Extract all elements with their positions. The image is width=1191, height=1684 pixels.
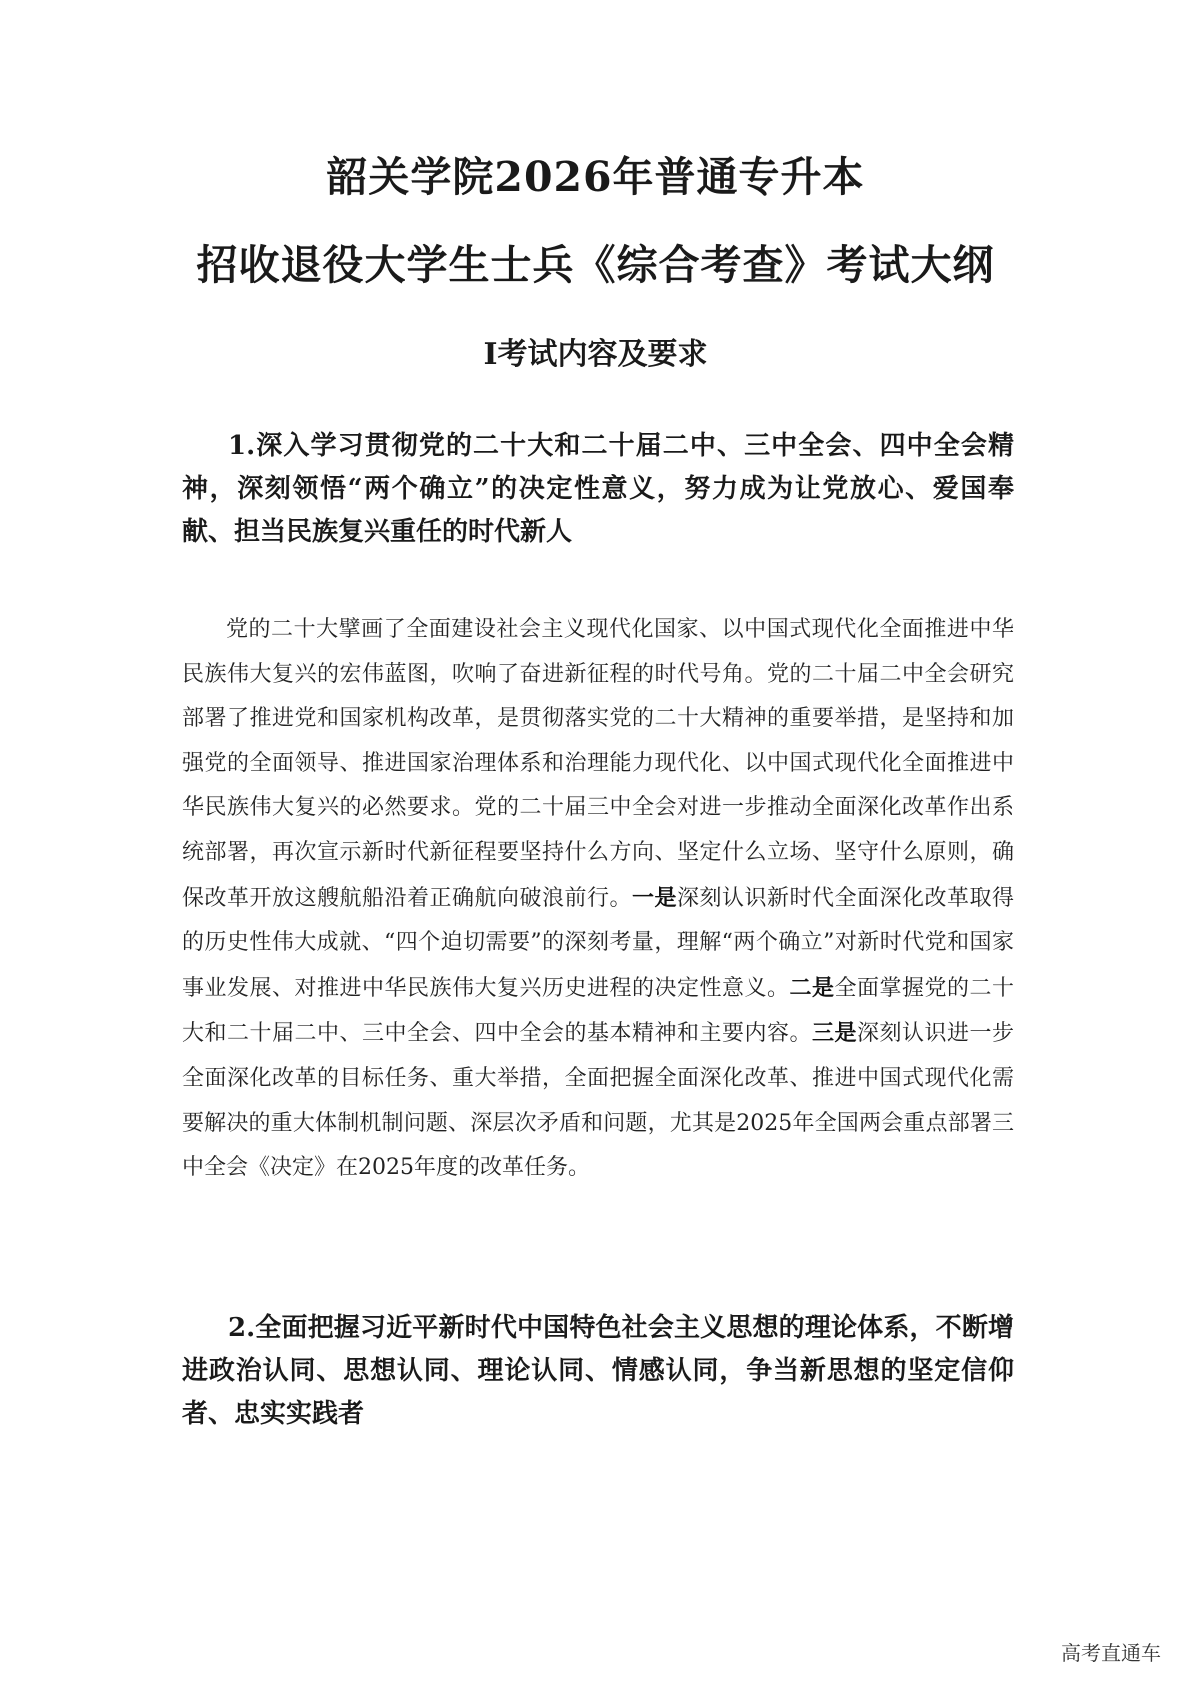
watermark: 高考直通车 [1061, 1641, 1161, 1665]
item-1-body [182, 608, 1014, 1191]
item-2-heading: 2.全面把握习近平新时代中国特色社会主义思想的理论体系，不断增进政治认同、思想认同、理论认同、情感认同，争当新思想的坚定信仰者、忠实实践者 [182, 1313, 1014, 1429]
document-title-line-1: 韶关学院2026年普通专升本 [326, 153, 865, 201]
item-1-marker-1: 一是 [631, 884, 677, 911]
item-1-heading: 1.深入学习贯彻党的二十大和二十届二中、三中全会、四中全会精神，深刻领悟“两个确立”的决定性意义，努力成为让党放心、爱国奉献、担当民族复兴重任的时代新人 [182, 431, 1014, 547]
document-title-line-2: 招收退役大学生士兵《综合考查》考试大纲 [196, 241, 995, 289]
item-1-body-part-d: 深刻认识进一步全面深化改革的目标任务、重大举措，全面把握全面深化改革、推进中国式现代化需要解决的重大体制机制问题、深层次矛盾和问题，尤其是2025年全国两会重点部署三中全会《决定》在2025年度的改革任务。 [182, 1021, 1014, 1181]
item-1-body-part-a: 党的二十大擘画了全面建设社会主义现代化国家、以中国式现代化全面推进中华民族伟大复兴的宏伟蓝图，吹响了奋进新征程的时代号角。党的二十届二中全会研究部署了推进党和国家机构改革，是贯彻落实党的二十大精神的重要举措，是坚持和加强党的全面领导、推进国家治理体系和治理能力现代化、以中国式现代化全面推进中华民族伟大复兴的必然要求。党的二十届三中全会对进一步推动全面深化改革作出系统部署，再次宣示新时代新征程要坚持什么方向、坚定什么立场、坚守什么原则，确保改革开放这艘航船沿着正确航向破浪前行。 [182, 617, 1014, 911]
item-1-body-part-b: 深刻认识新时代全面深化改革取得的历史性伟大成就、“四个迫切需要”的深刻考量，理解“两个确立”对新时代党和国家事业发展、对推进中华民族伟大复兴历史进程的决定性意义。 [182, 885, 1014, 1001]
item-1-marker-2: 二是 [789, 974, 835, 1001]
item-1-body-part-c: 全面掌握党的二十大和二十届二中、三中全会、四中全会的基本精神和主要内容。 [182, 975, 1014, 1047]
item-1-marker-3: 三是 [811, 1020, 857, 1047]
section-heading: Ⅰ考试内容及要求 [483, 337, 708, 372]
